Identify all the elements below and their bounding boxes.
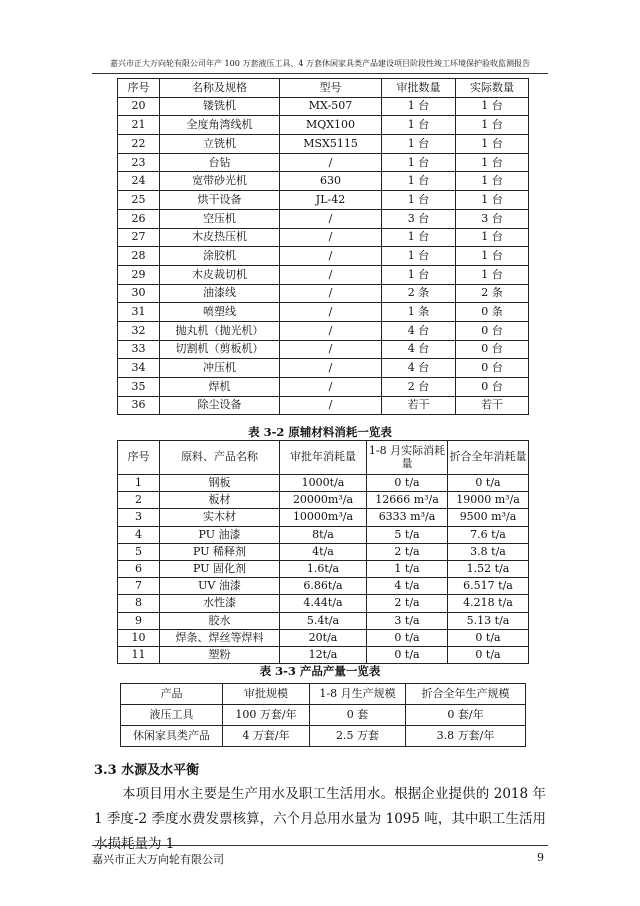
table-cell: 6.517 t/a xyxy=(448,578,529,595)
column-header: 审批数量 xyxy=(382,79,456,98)
table-row xyxy=(118,116,529,135)
table-row xyxy=(118,228,529,247)
table-cell: 2 xyxy=(118,492,160,509)
column-header: 折合全年消耗量 xyxy=(448,441,529,475)
table-cell: 1.52 t/a xyxy=(448,560,529,577)
table-cell: 0 台 xyxy=(456,321,529,340)
table-cell: 2 t/a xyxy=(367,543,448,560)
table-cell: 胶水 xyxy=(160,612,280,629)
table-cell: JL-42 xyxy=(280,191,382,210)
table-row xyxy=(118,321,529,340)
table-cell: 4 台 xyxy=(382,359,456,378)
table-cell: 0 t/a xyxy=(367,646,448,663)
table-cell: / xyxy=(280,228,382,247)
products-table-caption: 表 3-3 产品产量一览表 xyxy=(259,664,381,678)
table-cell: 木皮裁切机 xyxy=(160,265,280,284)
materials-table-header xyxy=(118,441,529,475)
column-header: 实际数量 xyxy=(456,79,529,98)
table-row xyxy=(118,612,529,629)
footer-divider xyxy=(92,845,548,846)
materials-table-body xyxy=(118,475,529,664)
column-header: 名称及规格 xyxy=(160,79,280,98)
table-cell: 28 xyxy=(118,247,160,266)
table-cell: 1 台 xyxy=(456,135,529,154)
table-cell: 3 台 xyxy=(382,209,456,228)
table-row xyxy=(118,172,529,191)
table-row xyxy=(118,378,529,397)
table-row xyxy=(118,509,529,526)
table-cell: / xyxy=(280,209,382,228)
table-cell: 1 台 xyxy=(456,172,529,191)
section-paragraph: 本项目用水主要是生产用水及职工生活用水。根据企业提供的 2018 年 1 季度-2 季度水费发票核算，六个月总用水量为 1095 吨，其中职工生活用水损耗量为 1 xyxy=(94,786,546,852)
table-cell: 12t/a xyxy=(280,646,367,663)
table-cell: 31 xyxy=(118,303,160,322)
table-cell: / xyxy=(280,247,382,266)
table-cell: 抛丸机（抛光机） xyxy=(160,321,280,340)
table-cell: PU 固化剂 xyxy=(160,560,280,577)
table-cell: 4 台 xyxy=(382,321,456,340)
column-header: 1-8 月实际消耗量 xyxy=(367,441,448,475)
equipment-table xyxy=(117,78,529,415)
table-cell: 3.8 万套/年 xyxy=(406,726,526,747)
table-cell: 1 台 xyxy=(382,172,456,191)
table-row xyxy=(118,396,529,415)
table-cell: 25 xyxy=(118,191,160,210)
table-cell: 1 台 xyxy=(456,265,529,284)
footer-company: 嘉兴市正大万向轮有限公司 xyxy=(92,853,224,866)
table-cell: 3.8 t/a xyxy=(448,543,529,560)
table-cell: 27 xyxy=(118,228,160,247)
table-cell: 2.5 万套 xyxy=(310,726,406,747)
table-cell: 1 台 xyxy=(382,135,456,154)
equipment-table-header xyxy=(118,79,529,98)
table-cell: 100 万套/年 xyxy=(223,705,310,726)
table-cell: 塑粉 xyxy=(160,646,280,663)
table-row xyxy=(121,726,526,747)
table-cell: 台钻 xyxy=(160,153,280,172)
table-row xyxy=(118,265,529,284)
table-cell: 4 t/a xyxy=(367,578,448,595)
table-cell: 宽带砂光机 xyxy=(160,172,280,191)
column-header: 序号 xyxy=(118,441,160,475)
table-cell: 5 xyxy=(118,543,160,560)
table-cell: 19000 m³/a xyxy=(448,492,529,509)
table-cell: 2 t/a xyxy=(367,595,448,612)
table-cell: 35 xyxy=(118,378,160,397)
table-cell: 20000m³/a xyxy=(280,492,367,509)
table-cell: 1 台 xyxy=(456,116,529,135)
table-cell: 30 xyxy=(118,284,160,303)
table-cell: MX-507 xyxy=(280,97,382,116)
table-cell: 4 xyxy=(118,526,160,543)
table-cell: / xyxy=(280,359,382,378)
table-row xyxy=(118,475,529,492)
table-cell: 若干 xyxy=(382,396,456,415)
table-cell: 0 套 xyxy=(310,705,406,726)
table-row xyxy=(118,135,529,154)
table-cell: 空压机 xyxy=(160,209,280,228)
table-row xyxy=(118,629,529,646)
table-cell: 26 xyxy=(118,209,160,228)
table-cell: / xyxy=(280,284,382,303)
table-cell: 0 台 xyxy=(456,378,529,397)
column-header: 产品 xyxy=(121,684,223,705)
table-cell: 12666 m³/a xyxy=(367,492,448,509)
table-row xyxy=(118,209,529,228)
table-cell: 钢板 xyxy=(160,475,280,492)
table-cell: 喷塑线 xyxy=(160,303,280,322)
table-row xyxy=(118,247,529,266)
table-row xyxy=(118,284,529,303)
table-cell: 0 t/a xyxy=(367,629,448,646)
table-cell: / xyxy=(280,396,382,415)
table-row xyxy=(118,153,529,172)
table-cell: / xyxy=(280,321,382,340)
products-table xyxy=(120,683,526,747)
table-cell: 1 台 xyxy=(382,247,456,266)
table-cell: 20 xyxy=(118,97,160,116)
table-cell: 21 xyxy=(118,116,160,135)
column-header: 序号 xyxy=(118,79,160,98)
table-cell: 32 xyxy=(118,321,160,340)
table-cell: 木皮热压机 xyxy=(160,228,280,247)
table-cell: 1 台 xyxy=(382,228,456,247)
equipment-table-body xyxy=(118,97,529,415)
table-cell: MQX100 xyxy=(280,116,382,135)
column-header: 审批规模 xyxy=(223,684,310,705)
table-row xyxy=(118,340,529,359)
table-cell: / xyxy=(280,340,382,359)
table-cell: 29 xyxy=(118,265,160,284)
table-cell: 10000m³/a xyxy=(280,509,367,526)
products-table-body xyxy=(121,705,526,747)
table-row xyxy=(118,303,529,322)
table-cell: PU 稀释剂 xyxy=(160,543,280,560)
table-cell: 焊条、焊丝等焊料 xyxy=(160,629,280,646)
page-header: 嘉兴市正大万向轮有限公司年产 100 万套液压工具、4 万套休闲家具类产品建设项目阶段性竣工环境保护验收监测报告 xyxy=(110,59,530,68)
table-cell: 1 台 xyxy=(382,116,456,135)
table-row xyxy=(118,526,529,543)
table-cell: 1000t/a xyxy=(280,475,367,492)
table-cell: 4 台 xyxy=(382,340,456,359)
table-cell: 1 台 xyxy=(456,97,529,116)
table-row xyxy=(118,191,529,210)
table-cell: UV 油漆 xyxy=(160,578,280,595)
table-cell: 20t/a xyxy=(280,629,367,646)
table-cell: 9 xyxy=(118,612,160,629)
table-cell: 休闲家具类产品 xyxy=(121,726,223,747)
table-cell: 4t/a xyxy=(280,543,367,560)
table-cell: 6 xyxy=(118,560,160,577)
table-cell: 0 条 xyxy=(456,303,529,322)
table-cell: 烘干设备 xyxy=(160,191,280,210)
table-cell: 6333 m³/a xyxy=(367,509,448,526)
table-cell: 6.86t/a xyxy=(280,578,367,595)
table-cell: 1 条 xyxy=(382,303,456,322)
table-cell: / xyxy=(280,303,382,322)
table-row xyxy=(118,492,529,509)
table-cell: / xyxy=(280,265,382,284)
table-cell: 0 台 xyxy=(456,340,529,359)
materials-table-caption: 表 3-2 原辅材料消耗一览表 xyxy=(248,425,392,439)
table-cell: 630 xyxy=(280,172,382,191)
table-row xyxy=(118,595,529,612)
table-cell: 5.4t/a xyxy=(280,612,367,629)
table-row xyxy=(118,97,529,116)
table-cell: 2 条 xyxy=(382,284,456,303)
table-cell: 9500 m³/a xyxy=(448,509,529,526)
table-cell: 0 t/a xyxy=(367,475,448,492)
table-cell: 镂铣机 xyxy=(160,97,280,116)
table-cell: 1 台 xyxy=(382,153,456,172)
column-header: 原料、产品名称 xyxy=(160,441,280,475)
products-table-header xyxy=(121,684,526,705)
column-header: 1-8 月生产规模 xyxy=(310,684,406,705)
table-cell: 1 台 xyxy=(456,191,529,210)
table-cell: 34 xyxy=(118,359,160,378)
table-cell: / xyxy=(280,153,382,172)
column-header: 型号 xyxy=(280,79,382,98)
table-cell: 1.6t/a xyxy=(280,560,367,577)
header-divider xyxy=(92,73,548,74)
table-row xyxy=(118,543,529,560)
table-cell: 1 t/a xyxy=(367,560,448,577)
table-cell: 实木材 xyxy=(160,509,280,526)
table-row xyxy=(118,578,529,595)
table-cell: 板材 xyxy=(160,492,280,509)
table-cell: PU 油漆 xyxy=(160,526,280,543)
table-cell: 3 xyxy=(118,509,160,526)
table-cell: 1 台 xyxy=(456,153,529,172)
table-cell: 11 xyxy=(118,646,160,663)
table-cell: 除尘设备 xyxy=(160,396,280,415)
table-cell: 10 xyxy=(118,629,160,646)
table-cell: 7 xyxy=(118,578,160,595)
column-header: 折合全年生产规模 xyxy=(406,684,526,705)
table-cell: 全度角湾线机 xyxy=(160,116,280,135)
table-cell: 23 xyxy=(118,153,160,172)
table-cell: 0 t/a xyxy=(448,646,529,663)
table-row xyxy=(118,646,529,663)
table-cell: 若干 xyxy=(456,396,529,415)
table-cell: 水性漆 xyxy=(160,595,280,612)
table-cell: 1 台 xyxy=(382,191,456,210)
table-cell: 1 台 xyxy=(456,247,529,266)
table-cell: 0 台 xyxy=(456,359,529,378)
table-cell: 2 台 xyxy=(382,378,456,397)
table-cell: 24 xyxy=(118,172,160,191)
table-cell: 0 套/年 xyxy=(406,705,526,726)
table-cell: 涂胶机 xyxy=(160,247,280,266)
table-cell: 0 t/a xyxy=(448,629,529,646)
table-cell: 33 xyxy=(118,340,160,359)
column-header: 审批年消耗量 xyxy=(280,441,367,475)
table-cell: 焊机 xyxy=(160,378,280,397)
table-cell: 切割机（剪板机） xyxy=(160,340,280,359)
table-cell: 3 台 xyxy=(456,209,529,228)
table-cell: 2 条 xyxy=(456,284,529,303)
table-cell: / xyxy=(280,378,382,397)
table-cell: 4 万套/年 xyxy=(223,726,310,747)
table-cell: 冲压机 xyxy=(160,359,280,378)
table-cell: MSX5115 xyxy=(280,135,382,154)
table-cell: 36 xyxy=(118,396,160,415)
table-cell: 5.13 t/a xyxy=(448,612,529,629)
table-cell: 油漆线 xyxy=(160,284,280,303)
table-cell: 3 t/a xyxy=(367,612,448,629)
materials-table xyxy=(117,440,529,664)
table-row xyxy=(121,705,526,726)
section-title: 3.3 水源及水平衡 xyxy=(94,763,200,778)
table-row xyxy=(118,560,529,577)
table-cell: 1 台 xyxy=(382,265,456,284)
table-cell: 立铣机 xyxy=(160,135,280,154)
table-cell: 7.6 t/a xyxy=(448,526,529,543)
table-cell: 8t/a xyxy=(280,526,367,543)
table-cell: 液压工具 xyxy=(121,705,223,726)
table-cell: 22 xyxy=(118,135,160,154)
table-cell: 5 t/a xyxy=(367,526,448,543)
table-cell: 8 xyxy=(118,595,160,612)
table-cell: 1 台 xyxy=(382,97,456,116)
table-cell: 1 台 xyxy=(456,228,529,247)
table-cell: 4.44t/a xyxy=(280,595,367,612)
table-cell: 1 xyxy=(118,475,160,492)
table-cell: 4.218 t/a xyxy=(448,595,529,612)
table-cell: 0 t/a xyxy=(448,475,529,492)
table-row xyxy=(118,359,529,378)
page-number: 9 xyxy=(537,851,544,864)
